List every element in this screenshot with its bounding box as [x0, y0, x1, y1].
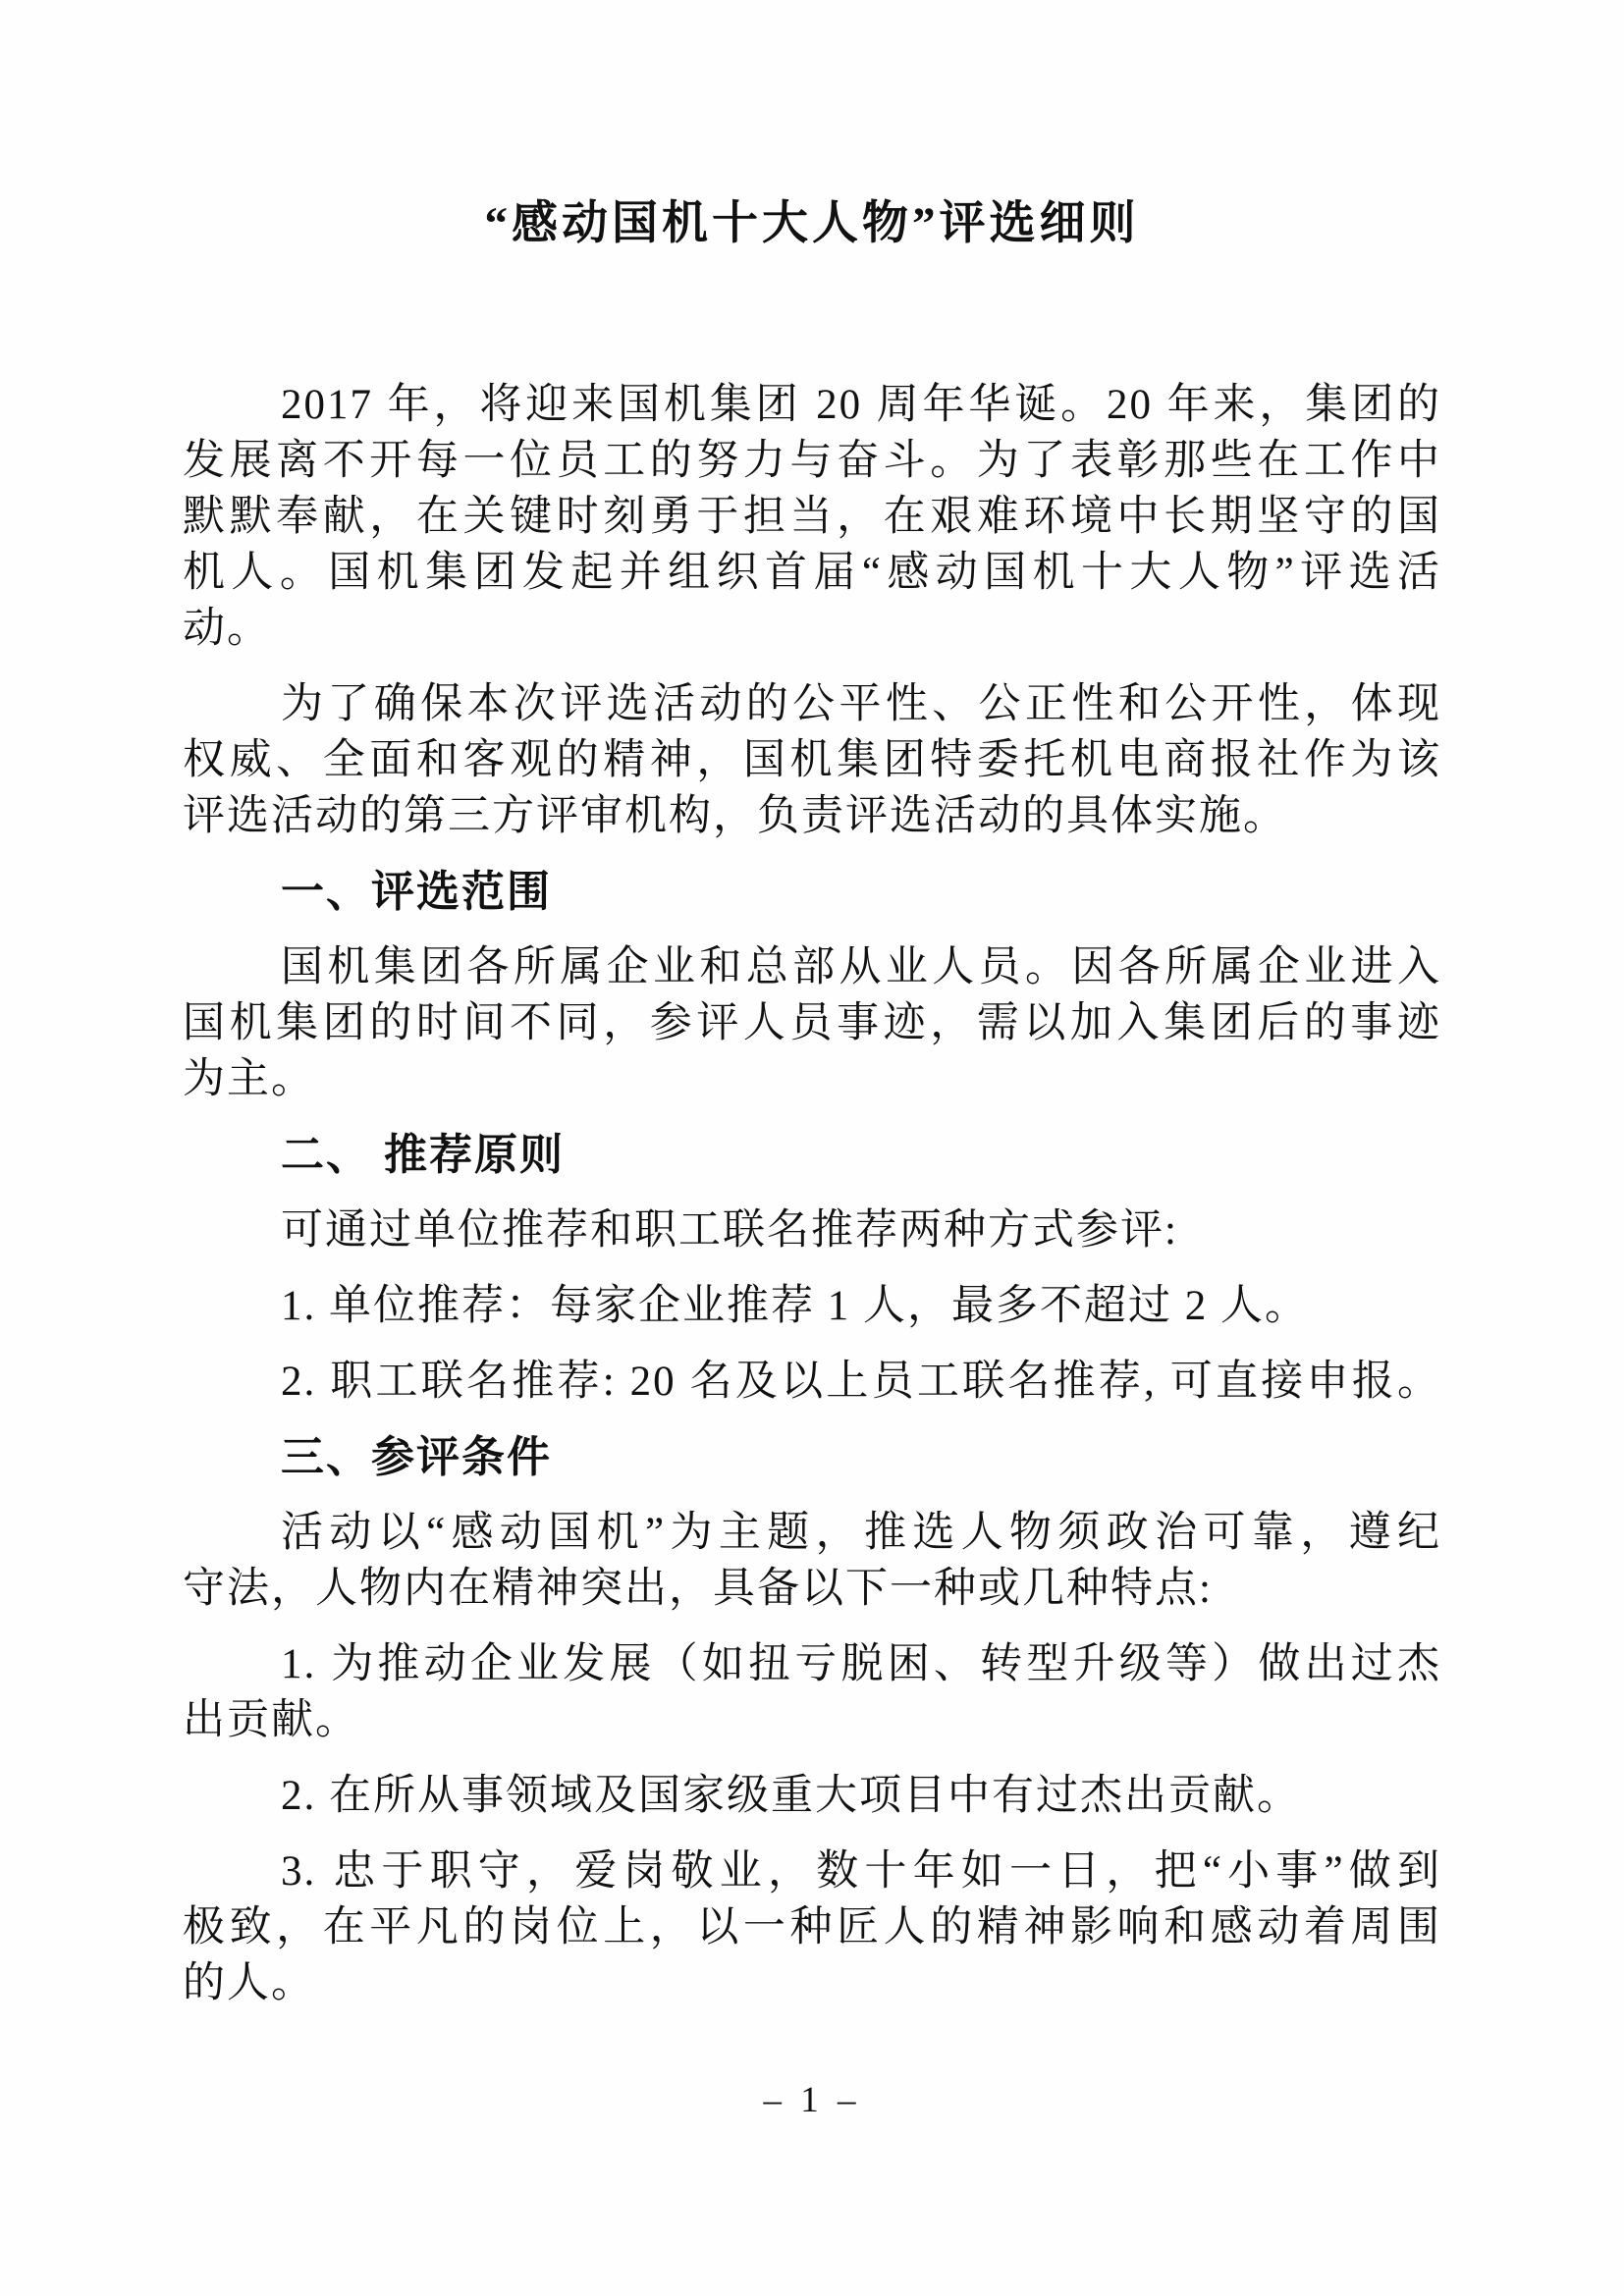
text-line: 为了确保本次评选活动的公平性、公正性和公开性，体现	[281, 681, 1441, 727]
paragraph-scope	[183, 939, 1441, 1107]
section-heading-recommendation: 二、 推荐原则	[281, 1131, 565, 1179]
paragraph-recommendation-ways	[183, 1202, 1441, 1258]
section-heading-criteria: 三、参评条件	[281, 1433, 552, 1481]
list-item-criteria-2	[183, 1768, 1441, 1824]
text-line: 机人。国机集团发起并组织首届“感动国机十大人物”评选活	[183, 550, 1441, 596]
text-line: 可通过单位推荐和职工联名推荐两种方式参评:	[281, 1207, 1178, 1254]
text-line: 为主。	[183, 1056, 315, 1102]
text-line: 1. 单位推荐：每家企业推荐 1 人，最多不超过 2 人。	[281, 1283, 1309, 1329]
paragraph-intro	[183, 377, 1441, 657]
text-line: 2. 在所从事领域及国家级重大项目中有过杰出贡献。	[281, 1773, 1301, 1819]
paragraph-fairness	[183, 676, 1441, 844]
page-number: – 1 –	[763, 2080, 861, 2120]
list-item-criteria-3	[183, 1843, 1441, 2011]
text-line: 动。	[183, 606, 271, 652]
text-line: 的人。	[183, 1960, 315, 2006]
list-item-unit-recommendation	[183, 1278, 1441, 1334]
doc-content	[183, 0, 1441, 2011]
text-line: 2017 年，将迎来国机集团 20 周年华诞。20 年来，集团的	[281, 382, 1441, 428]
text-line: 评选活动的第三方评审机构，负责评选活动的具体实施。	[183, 793, 1287, 839]
doc-title: “感动国机十大人物”评选细则	[484, 198, 1140, 249]
text-line: 国机集团的时间不同，参评人员事迹，需以加入集团后的事迹	[183, 1000, 1441, 1046]
text-line: 活动以“感动国机”为主题，推选人物须政治可靠，遵纪	[281, 1510, 1441, 1556]
text-line: 极致，在平凡的岗位上，以一种匠人的精神影响和感动着周围	[183, 1904, 1441, 1950]
text-line: 1. 为推动企业发展（如扭亏脱困、转型升级等）做出过杰	[281, 1641, 1441, 1687]
section-heading-scope: 一、评选范围	[281, 868, 552, 916]
text-line: 守法，人物内在精神突出，具备以下一种或几种特点:	[183, 1566, 1213, 1612]
text-line: 2. 职工联名推荐: 20 名及以上员工联名推荐, 可直接申报。	[281, 1359, 1441, 1405]
paragraph-criteria-intro	[183, 1505, 1441, 1617]
list-item-joint-recommendation	[183, 1354, 1441, 1410]
text-line: 国机集团各所属企业和总部从业人员。因各所属企业进入	[281, 944, 1441, 990]
text-line: 发展离不开每一位员工的努力与奋斗。为了表彰那些在工作中	[183, 438, 1441, 484]
text-line: 权威、全面和客观的精神，国机集团特委托机电商报社作为该	[183, 737, 1441, 783]
text-line: 出贡献。	[183, 1697, 359, 1743]
doc-body	[183, 377, 1441, 2011]
text-line: 默默奉献，在关键时刻勇于担当，在艰难环境中长期坚守的国	[183, 494, 1441, 540]
list-item-criteria-1	[183, 1636, 1441, 1748]
text-line: 3. 忠于职守，爱岗敬业，数十年如一日，把“小事”做到	[281, 1848, 1441, 1895]
